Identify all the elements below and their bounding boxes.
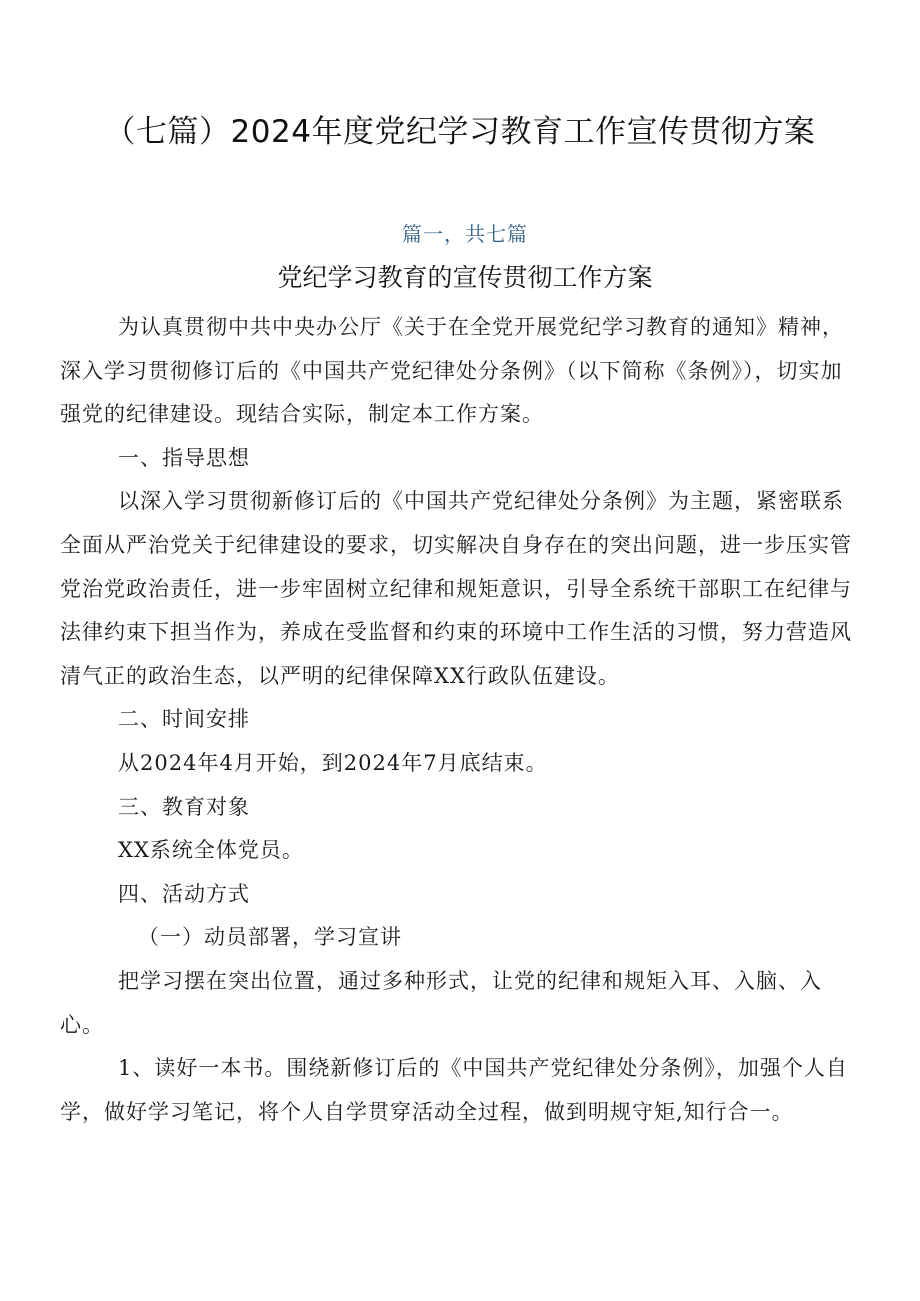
paragraph-schedule: 从2024年4月开始，到2024年7月底结束。	[118, 750, 548, 775]
paragraph-read-book: 1、读好一本书。围绕新修订后的《中国共产党纪律处分条例》，加强个人自学，做好学习笔记，将个人自学贯穿活动全过程，做到明规守矩,知行合一。	[60, 1056, 848, 1124]
heading-guiding-thought: 一、指导思想	[118, 445, 250, 470]
subheading-mobilize: （一）动员部署，学习宣讲	[138, 925, 402, 950]
heading-activity: 四、活动方式	[118, 881, 250, 906]
document-title: （七篇）2024年度党纪学习教育工作宣传贯彻方案	[104, 114, 816, 150]
heading-audience: 三、教育对象	[118, 794, 250, 819]
paragraph-guiding-thought: 以深入学习贯彻新修订后的《中国共产党纪律处分条例》为主题，紧密联系全面从严治党关于纪律建设的要求，切实解决自身存在的突出问题，进一步压实管党治党政治责任，进一步牢固树立纪律和规矩意识，引导全系统干部职工在纪律与法律约束下担当作为，养成在受监督和约束的环境中工作生活的习惯，努力营造风清气正的政治生态，以严明的纪律保障XX行政队伍建设。	[60, 489, 852, 688]
section-title: 党纪学习教育的宣传贯彻工作方案	[277, 263, 653, 292]
paragraph-intro: 为认真贯彻中共中央办公厅《关于在全党开展党纪学习教育的通知》精神，深入学习贯彻修订后的《中国共产党纪律处分条例》（以下简称《条例》），切实加强党的纪律建设。现结合实际，制定本工作方案。	[60, 315, 844, 427]
heading-schedule: 二、时间安排	[118, 707, 250, 732]
section-label: 篇一，共七篇	[402, 222, 528, 246]
paragraph-mobilize: 把学习摆在突出位置，通过多种形式，让党的纪律和规矩入耳、入脑、入心。	[60, 968, 822, 1037]
document-body	[60, 306, 860, 1134]
paragraph-audience: XX系统全体党员。	[118, 838, 304, 863]
